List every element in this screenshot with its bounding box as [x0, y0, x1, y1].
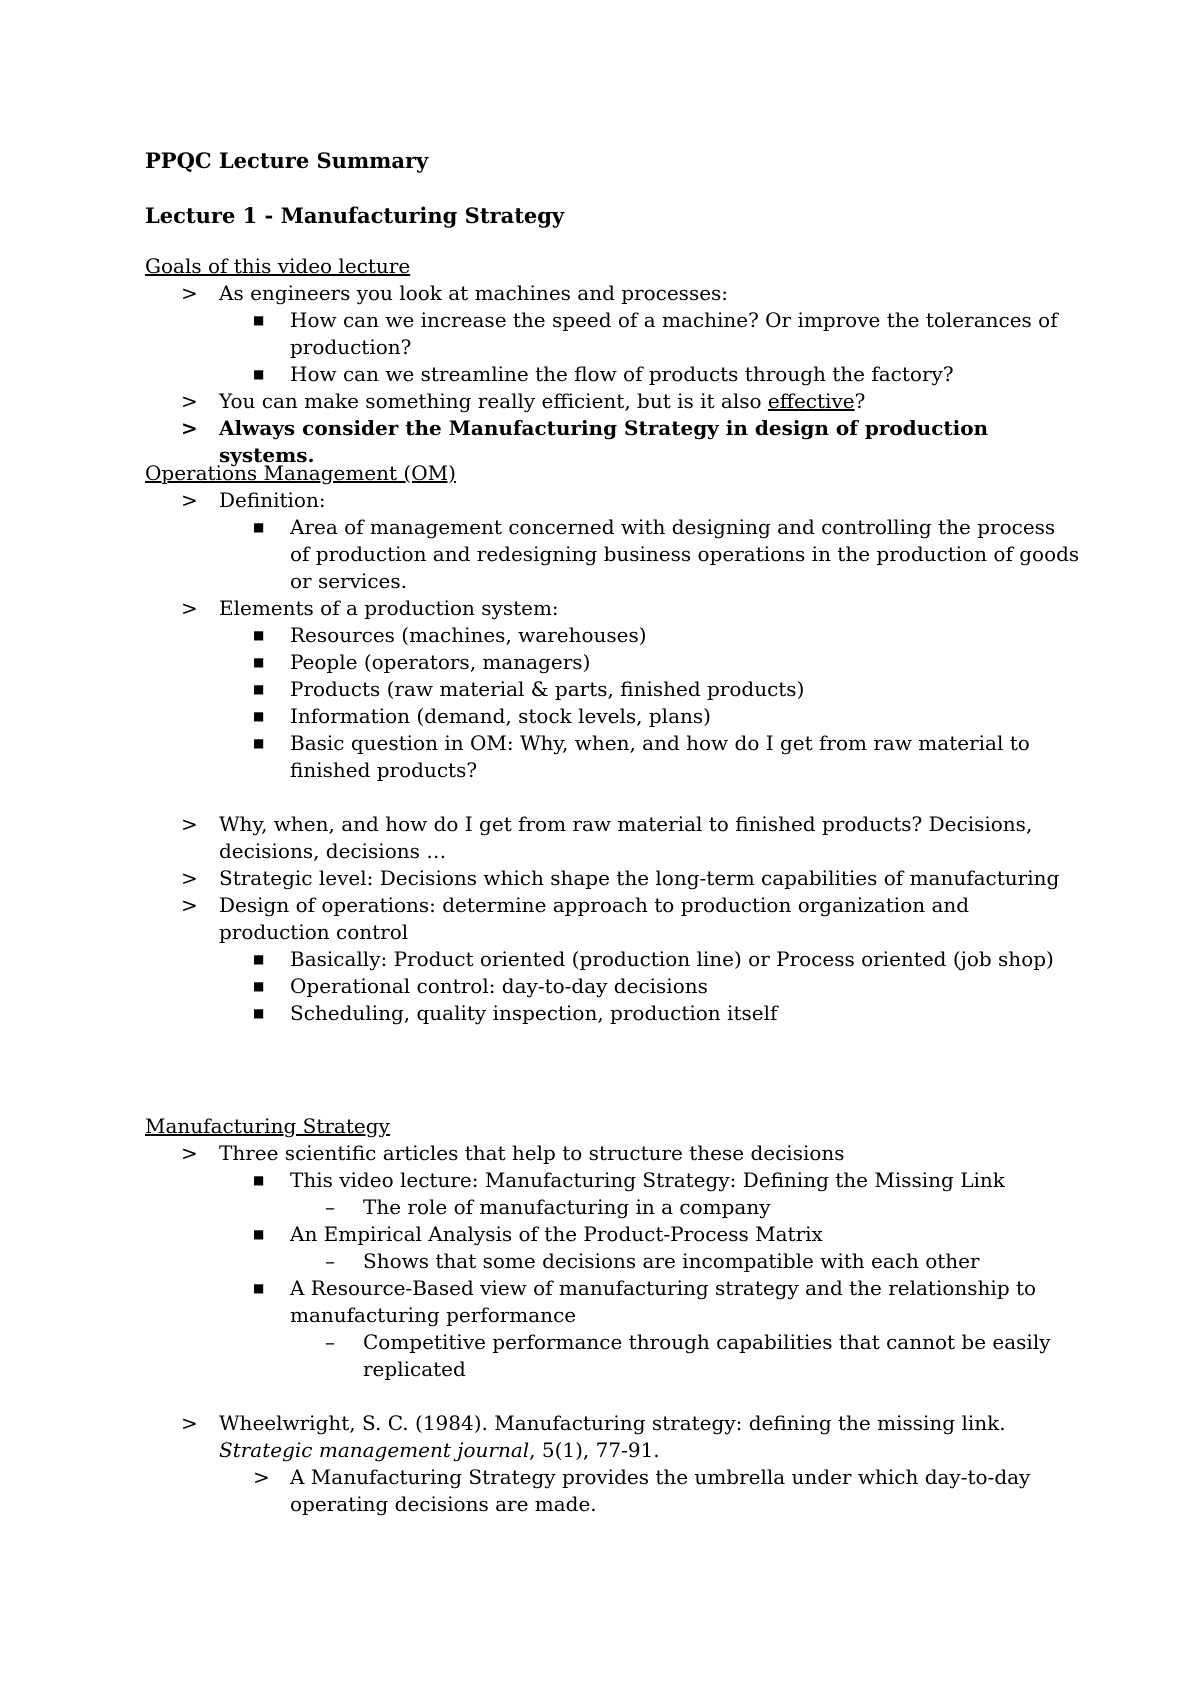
arrow-bullet: > — [181, 596, 198, 620]
goals-heading: Goals of this video lecture — [145, 254, 411, 278]
list-item: > As engineers you look at machines and processes: — [181, 281, 729, 305]
om-section — [145, 460, 1080, 1027]
list-item: > Always consider the Manufacturing Strategy in design of production systems. — [181, 416, 989, 467]
list-item: ■ How can we increase the speed of a machine? Or improve the tolerances of production? — [253, 308, 1058, 359]
list-item: > Why, when, and how do I get from raw material to finished products? Decisions, decisions, decisions … — [181, 812, 1033, 863]
list-item: ■ Information (demand, stock levels, plans) — [253, 704, 711, 728]
list-item: – Competitive performance through capabilities that cannot be easily replicated — [325, 1330, 1051, 1381]
list-item: > A Manufacturing Strategy provides the umbrella under which day-to-day operating decisions are made. — [253, 1465, 1031, 1516]
square-bullet: ■ — [253, 736, 265, 750]
list-item: ■ Resources (machines, warehouses) — [253, 623, 647, 647]
list-item: > Design of operations: determine approach to production organization and production control — [181, 893, 970, 944]
arrow-bullet: > — [181, 488, 198, 512]
journal-name: Strategic management journal — [219, 1438, 530, 1462]
list-item: ■ Scheduling, quality inspection, production itself — [253, 1001, 778, 1025]
square-bullet: ■ — [253, 979, 265, 993]
square-bullet: ■ — [253, 709, 265, 723]
list-item: – Shows that some decisions are incompatible with each other — [325, 1249, 980, 1273]
list-item: ■ Area of management concerned with designing and controlling the process of production and redesigning business operations in the production of goods or services. — [253, 515, 1080, 593]
square-bullet: ■ — [253, 367, 265, 381]
ms-section — [145, 1113, 1080, 1518]
list-item: > Strategic level: Decisions which shape the long-term capabilities of manufacturing — [181, 866, 1060, 890]
dash-bullet: – — [325, 1249, 335, 1273]
square-bullet: ■ — [253, 655, 265, 669]
list-item: ■ An Empirical Analysis of the Product-Process Matrix — [253, 1222, 823, 1246]
square-bullet: ■ — [253, 1006, 265, 1020]
arrow-bullet: > — [181, 866, 198, 890]
list-item: ■ This video lecture: Manufacturing Strategy: Defining the Missing Link — [253, 1168, 1005, 1192]
dash-bullet: – — [325, 1195, 335, 1219]
list-item: ■ How can we streamline the flow of products through the factory? — [253, 362, 954, 386]
square-bullet: ■ — [253, 520, 265, 534]
arrow-bullet: > — [181, 389, 198, 413]
arrow-bullet: > — [181, 1141, 198, 1165]
list-item: > Wheelwright, S. C. (1984). Manufacturing strategy: defining the missing link. Strategic management journal, 5(1), 77-91. — [181, 1411, 1006, 1462]
effective-emphasis: effective — [767, 389, 855, 413]
goals-section — [145, 253, 1080, 469]
ms-heading: Manufacturing Strategy — [145, 1114, 390, 1138]
list-item: > Elements of a production system: — [181, 596, 559, 620]
list-item: ■ Operational control: day-to-day decisions — [253, 974, 708, 998]
lecture-title: Lecture 1 - Manufacturing Strategy — [145, 203, 565, 228]
arrow-bullet: > — [181, 812, 198, 836]
square-bullet: ■ — [253, 628, 265, 642]
list-item: – The role of manufacturing in a company — [325, 1195, 771, 1219]
list-item: ■ Basic question in OM: Why, when, and how do I get from raw material to finished products? — [253, 731, 1030, 782]
om-heading: Operations Management (OM) — [145, 461, 456, 485]
arrow-bullet: > — [181, 1411, 198, 1435]
list-item: ■ People (operators, managers) — [253, 650, 591, 674]
square-bullet: ■ — [253, 313, 265, 327]
square-bullet: ■ — [253, 1173, 265, 1187]
arrow-bullet: > — [253, 1465, 270, 1489]
document-title: PPQC Lecture Summary — [145, 148, 429, 173]
arrow-bullet: > — [181, 281, 198, 305]
dash-bullet: – — [325, 1330, 335, 1354]
square-bullet: ■ — [253, 1227, 265, 1241]
list-item: ■ A Resource-Based view of manufacturing strategy and the relationship to manufacturing performance — [253, 1276, 1037, 1327]
list-item: ■ Products (raw material & parts, finished products) — [253, 677, 805, 701]
list-item: > Definition: — [181, 488, 326, 512]
list-item: ■ Basically: Product oriented (production line) or Process oriented (job shop) — [253, 947, 1054, 971]
square-bullet: ■ — [253, 1281, 265, 1295]
arrow-bullet: > — [181, 416, 198, 440]
list-item: > You can make something really efficient, but is it also effective? — [181, 389, 866, 413]
square-bullet: ■ — [253, 952, 265, 966]
arrow-bullet: > — [181, 893, 198, 917]
square-bullet: ■ — [253, 682, 265, 696]
list-item: > Three scientific articles that help to structure these decisions — [181, 1141, 845, 1165]
